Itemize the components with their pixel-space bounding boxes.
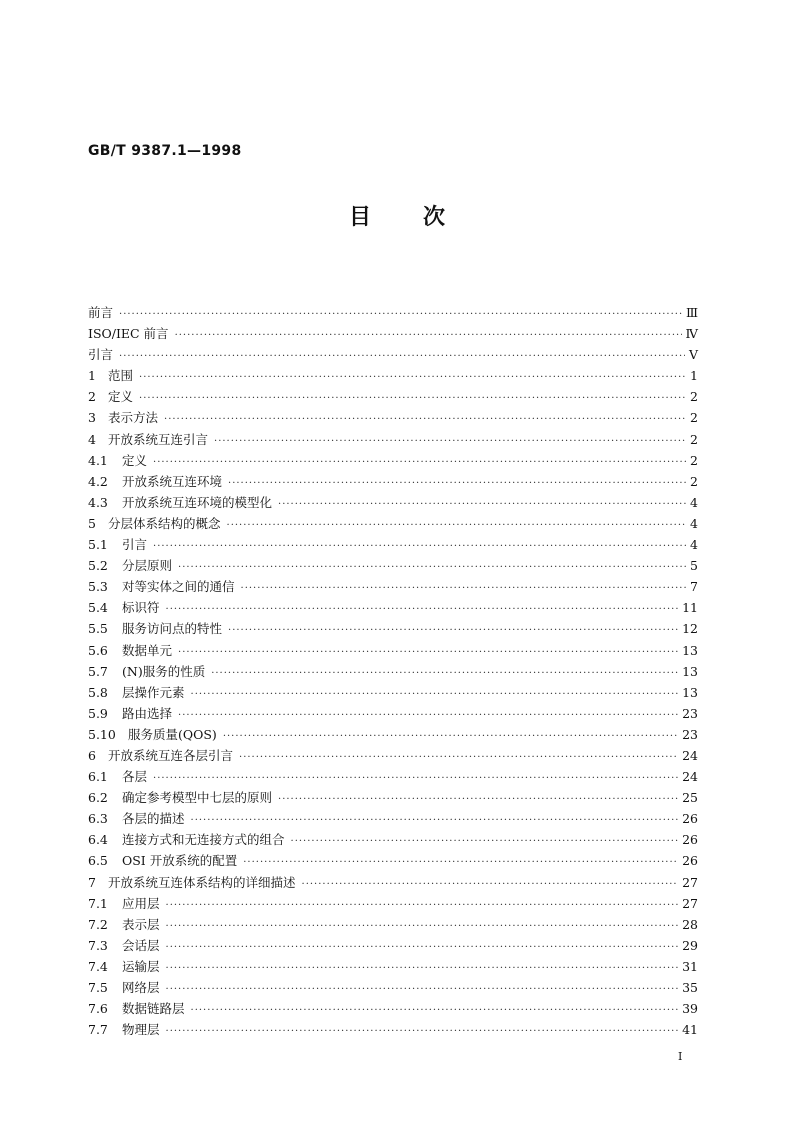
- toc-entry-number: 5.6: [88, 642, 108, 658]
- toc-entry-page: 11: [682, 600, 698, 616]
- toc-entry-page: 35: [682, 980, 698, 995]
- dot-leader: [166, 916, 679, 937]
- toc-entry[interactable]: [88, 513, 698, 534]
- toc-entry-page: 2: [690, 473, 698, 489]
- toc-entry-number: 7.2: [88, 916, 108, 932]
- dot-leader: [278, 789, 678, 810]
- dot-leader: [228, 473, 686, 494]
- dot-leader: [153, 768, 678, 789]
- toc-entry-page: Ⅳ: [685, 326, 698, 342]
- toc-entry[interactable]: [88, 534, 698, 555]
- dot-leader: [302, 874, 679, 895]
- toc-entry[interactable]: [88, 365, 698, 386]
- toc-entry[interactable]: [88, 1019, 698, 1040]
- toc-entry-label: 数据单元: [122, 642, 173, 658]
- toc-entry-page: Ⅴ: [688, 347, 698, 363]
- toc-entry-page: 12: [682, 621, 698, 637]
- dot-leader: [139, 388, 686, 409]
- toc-entry-label: 服务访问点的特性: [122, 621, 223, 637]
- toc-entry-page: 2: [690, 452, 698, 468]
- toc-entry-page: 27: [682, 895, 698, 911]
- dot-leader: [227, 515, 686, 536]
- toc-entry-page: 5: [690, 558, 698, 574]
- dot-leader: [191, 1000, 679, 1021]
- toc-entry-number: 5.9: [88, 705, 108, 721]
- toc-entry[interactable]: [88, 787, 698, 808]
- dot-leader: [139, 367, 686, 388]
- toc-entry-label: 开放系统互连环境的模型化: [122, 494, 273, 510]
- toc-entry-number: 7.4: [88, 958, 108, 974]
- toc-entry[interactable]: [88, 618, 698, 639]
- toc-entry-label: 服务质量(QOS): [128, 726, 217, 742]
- toc-entry-number: 6.5: [88, 853, 108, 869]
- toc-entry-label: (N)服务的性质: [122, 663, 206, 679]
- toc-entry-label: 确定参考模型中七层的原则: [122, 790, 273, 806]
- toc-entry-page: 41: [682, 1022, 698, 1038]
- toc-entry-number: 5.8: [88, 684, 108, 700]
- toc-entry[interactable]: [88, 450, 698, 471]
- toc-entry-page: 13: [682, 642, 698, 658]
- toc-entry-label: 引言: [122, 537, 148, 553]
- toc-entry-number: 7.6: [88, 1001, 108, 1017]
- dot-leader: [175, 325, 682, 346]
- page-folio: Ⅰ: [678, 1050, 683, 1063]
- toc-entry-number: 5.10: [88, 726, 116, 742]
- toc-entry-label: ISO/IEC 前言: [88, 326, 169, 342]
- toc-entry-label: 范围: [108, 368, 134, 384]
- toc-entry-label: 会话层: [122, 937, 160, 953]
- toc-entry[interactable]: [88, 872, 698, 893]
- dot-leader: [178, 642, 678, 663]
- dot-leader: [191, 810, 679, 831]
- toc-entry-label: 开放系统互连体系结构的详细描述: [108, 874, 296, 890]
- dot-leader: [166, 958, 679, 979]
- toc-entry-label: 开放系统互连各层引言: [108, 747, 234, 763]
- toc-entry[interactable]: [88, 429, 698, 450]
- toc-entry-page: 39: [682, 1001, 698, 1017]
- toc-entry-label: 分层原则: [122, 558, 173, 574]
- dot-leader: [166, 1021, 679, 1042]
- toc-entry-label: 定义: [108, 389, 134, 405]
- toc-entry-number: 6: [88, 747, 96, 763]
- dot-leader: [211, 663, 678, 684]
- dot-leader: [291, 831, 679, 852]
- toc-entry-page: 29: [682, 937, 698, 953]
- toc-entry[interactable]: [88, 724, 698, 745]
- dot-leader: [166, 979, 679, 1000]
- toc-entry-number: 5.4: [88, 600, 108, 616]
- toc-entry-page: 26: [682, 853, 698, 869]
- toc-entry[interactable]: [88, 893, 698, 914]
- toc-entry-number: 4: [88, 431, 96, 447]
- toc-entry[interactable]: [88, 682, 698, 703]
- toc-entry[interactable]: [88, 850, 698, 871]
- table-of-contents: [88, 302, 698, 1040]
- toc-entry-label: 运输层: [122, 958, 160, 974]
- standard-code: GB/T 9387.1—1998: [88, 143, 242, 159]
- toc-entry-number: 7: [88, 874, 96, 890]
- toc-entry-page: Ⅲ: [685, 305, 698, 320]
- dot-leader: [191, 684, 679, 705]
- toc-entry-label: 开放系统互连环境: [122, 473, 223, 489]
- toc-entry-number: 7.7: [88, 1022, 108, 1038]
- toc-entry[interactable]: [88, 977, 698, 998]
- toc-entry-label: OSI 开放系统的配置: [122, 853, 238, 869]
- toc-entry[interactable]: [88, 576, 698, 597]
- toc-entry-label: 层操作元素: [122, 684, 185, 700]
- toc-entry-page: 13: [682, 663, 698, 679]
- toc-entry-number: 5.1: [88, 537, 108, 553]
- toc-entry-label: 前言: [88, 305, 114, 320]
- dot-leader: [228, 620, 678, 641]
- dot-leader: [153, 452, 686, 473]
- toc-entry-label: 表示方法: [108, 410, 159, 426]
- toc-entry-label: 连接方式和无连接方式的组合: [122, 832, 285, 848]
- toc-entry-number: 5.3: [88, 579, 108, 595]
- toc-entry[interactable]: [88, 597, 698, 618]
- toc-entry-number: 6.2: [88, 790, 108, 806]
- toc-entry-page: 4: [690, 494, 698, 510]
- toc-entry-page: 27: [682, 874, 698, 890]
- dot-leader: [241, 578, 686, 599]
- dot-leader: [178, 705, 678, 726]
- dot-leader: [278, 494, 686, 515]
- dot-leader: [166, 937, 679, 958]
- toc-entry[interactable]: [88, 914, 698, 935]
- toc-entry-label: 应用层: [122, 895, 160, 911]
- toc-entry-label: 定义: [122, 452, 148, 468]
- toc-entry[interactable]: [88, 323, 698, 344]
- toc-entry-number: 6.1: [88, 769, 108, 785]
- toc-entry[interactable]: [88, 766, 698, 787]
- dot-leader: [164, 409, 686, 430]
- toc-entry-number: 4.3: [88, 494, 108, 510]
- toc-entry-page: 24: [682, 769, 698, 785]
- toc-entry-number: 5: [88, 515, 96, 531]
- toc-entry-page: 7: [690, 579, 698, 595]
- toc-entry[interactable]: [88, 703, 698, 724]
- dot-leader: [119, 346, 685, 367]
- toc-entry-page: 2: [690, 410, 698, 426]
- toc-entry-label: 网络层: [122, 980, 160, 995]
- toc-entry-page: 24: [682, 747, 698, 763]
- dot-leader: [223, 726, 678, 747]
- toc-entry[interactable]: [88, 302, 698, 323]
- dot-leader: [178, 557, 686, 578]
- toc-entry-page: 2: [690, 389, 698, 405]
- dot-leader: [119, 304, 682, 325]
- toc-entry-number: 7.3: [88, 937, 108, 953]
- toc-entry-page: 1: [690, 368, 698, 384]
- dot-leader: [239, 747, 678, 768]
- toc-entry[interactable]: [88, 344, 698, 365]
- toc-entry-label: 数据链路层: [122, 1001, 185, 1017]
- toc-entry-label: 路由选择: [122, 705, 173, 721]
- toc-entry-label: 标识符: [122, 600, 160, 616]
- toc-entry[interactable]: [88, 407, 698, 428]
- page-title: [0, 200, 794, 231]
- toc-entry-label: 开放系统互连引言: [108, 431, 209, 447]
- toc-entry-number: 2: [88, 389, 96, 405]
- toc-entry-label: 引言: [88, 347, 114, 363]
- toc-entry-label: 各层的描述: [122, 811, 185, 827]
- toc-entry-label: 表示层: [122, 916, 160, 932]
- toc-entry-label: 分层体系结构的概念: [108, 515, 221, 531]
- toc-entry[interactable]: [88, 829, 698, 850]
- toc-entry-number: 4.1: [88, 452, 108, 468]
- toc-entry[interactable]: [88, 745, 698, 766]
- toc-entry-label: 对等实体之间的通信: [122, 579, 235, 595]
- toc-entry-page: 4: [690, 515, 698, 531]
- title-char-2: 次: [423, 205, 446, 230]
- toc-entry[interactable]: [88, 935, 698, 956]
- toc-entry-number: 1: [88, 368, 96, 384]
- toc-entry-page: 23: [682, 705, 698, 721]
- toc-entry-page: 26: [682, 811, 698, 827]
- toc-entry-number: 5.5: [88, 621, 108, 637]
- toc-entry-number: 6.3: [88, 811, 108, 827]
- dot-leader: [214, 431, 686, 452]
- title-char-1: 目: [348, 205, 371, 230]
- toc-entry[interactable]: [88, 956, 698, 977]
- toc-entry-number: 7.5: [88, 980, 108, 995]
- toc-entry-page: 28: [682, 916, 698, 932]
- toc-entry[interactable]: [88, 640, 698, 661]
- toc-entry-page: 13: [682, 684, 698, 700]
- dot-leader: [166, 599, 679, 620]
- toc-entry[interactable]: [88, 492, 698, 513]
- toc-entry-number: 5.2: [88, 558, 108, 574]
- toc-entry-page: 26: [682, 832, 698, 848]
- toc-entry-number: 5.7: [88, 663, 108, 679]
- toc-entry[interactable]: [88, 661, 698, 682]
- toc-entry-label: 各层: [122, 769, 148, 785]
- toc-entry-number: 7.1: [88, 895, 108, 911]
- toc-entry-page: 31: [682, 958, 698, 974]
- toc-entry-label: 物理层: [122, 1022, 160, 1038]
- toc-entry-page: 23: [682, 726, 698, 742]
- toc-entry-number: 6.4: [88, 832, 108, 848]
- toc-entry-number: 3: [88, 410, 96, 426]
- dot-leader: [243, 852, 678, 873]
- toc-entry-page: 25: [682, 790, 698, 806]
- dot-leader: [153, 536, 686, 557]
- toc-entry[interactable]: [88, 471, 698, 492]
- toc-entry-number: 4.2: [88, 473, 108, 489]
- toc-entry-page: 2: [690, 431, 698, 447]
- toc-entry[interactable]: [88, 386, 698, 407]
- toc-entry[interactable]: [88, 998, 698, 1019]
- toc-entry[interactable]: [88, 808, 698, 829]
- dot-leader: [166, 895, 679, 916]
- toc-entry[interactable]: [88, 555, 698, 576]
- toc-entry-page: 4: [690, 537, 698, 553]
